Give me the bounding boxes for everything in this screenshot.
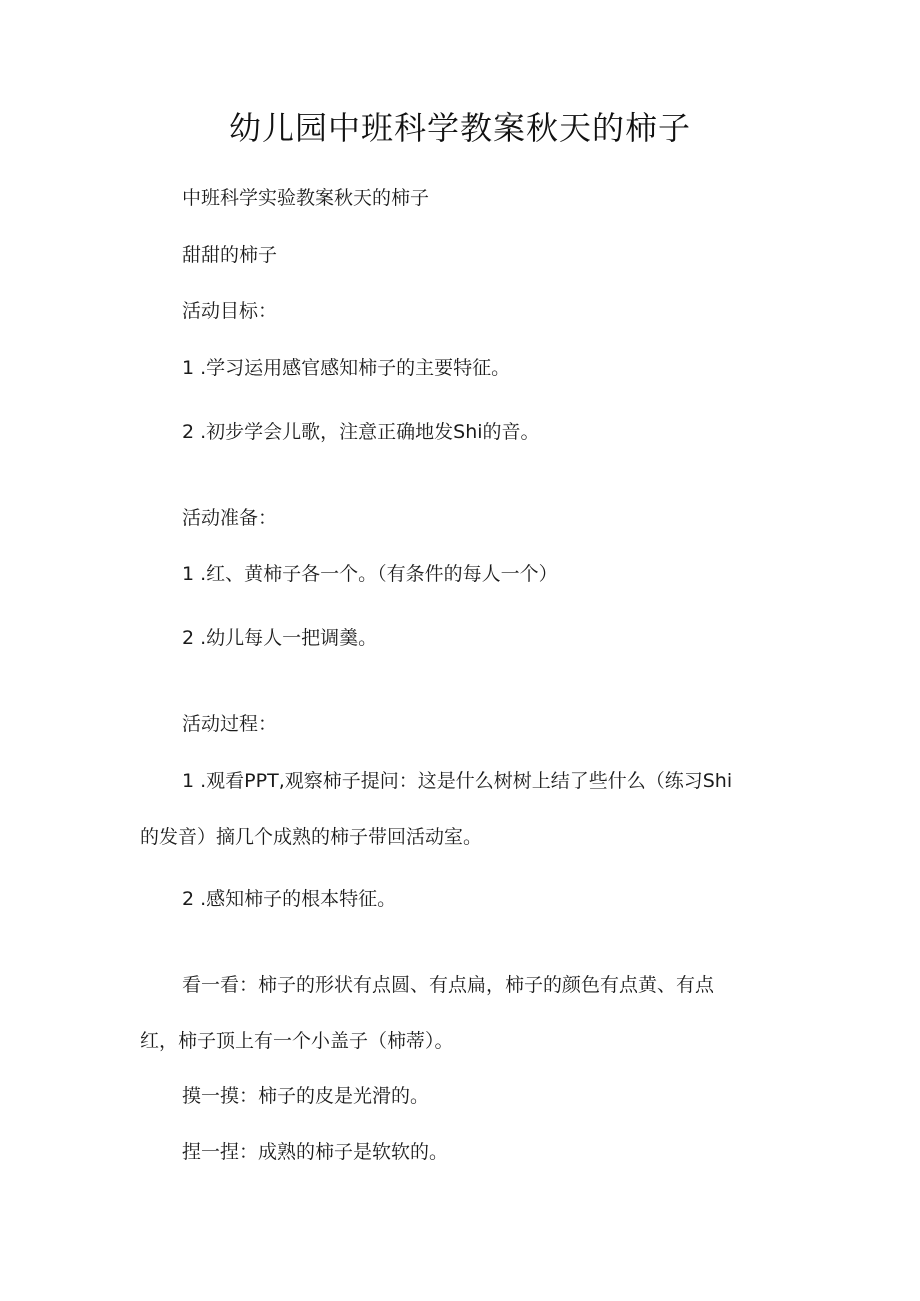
- document-title: 幼儿园中班科学教案秋天的柿子: [228, 109, 691, 147]
- section-heading-goals: 活动目标：: [182, 300, 278, 322]
- goal-item-2: 2 .初步学会儿歌，注意正确地发Shi的音。: [182, 421, 540, 443]
- touch-line: 摸一摸：柿子的皮是光滑的。: [182, 1085, 430, 1107]
- squeeze-line: 捏一捏：成熟的柿子是软软的。: [182, 1141, 449, 1163]
- observe-line-2: 红，柿子顶上有一个小盖子（柿蒂）。: [140, 1030, 454, 1052]
- section-heading-process: 活动过程：: [182, 713, 278, 735]
- process-item-1-line-2: 的发音）摘几个成熟的柿子带回活动室。: [140, 826, 483, 848]
- subtitle-line: 中班科学实验教案秋天的柿子: [182, 187, 430, 209]
- observe-line-1: 看一看：柿子的形状有点圆、有点扁，柿子的颜色有点黄、有点: [182, 974, 715, 996]
- process-item-2: 2 .感知柿子的根本特征。: [182, 888, 397, 910]
- process-item-1-line-1: 1 .观看PPT,观察柿子提问：这是什么树树上结了些什么（练习Shi: [182, 770, 733, 792]
- preparation-item-2: 2 .幼儿每人一把调羹。: [182, 627, 378, 649]
- lesson-name-line: 甜甜的柿子: [182, 244, 278, 266]
- goal-item-1: 1 .学习运用感官感知柿子的主要特征。: [182, 357, 511, 379]
- section-heading-preparation: 活动准备：: [182, 507, 278, 529]
- preparation-item-1: 1 .红、黄柿子各一个。（有条件的每人一个）: [182, 563, 558, 585]
